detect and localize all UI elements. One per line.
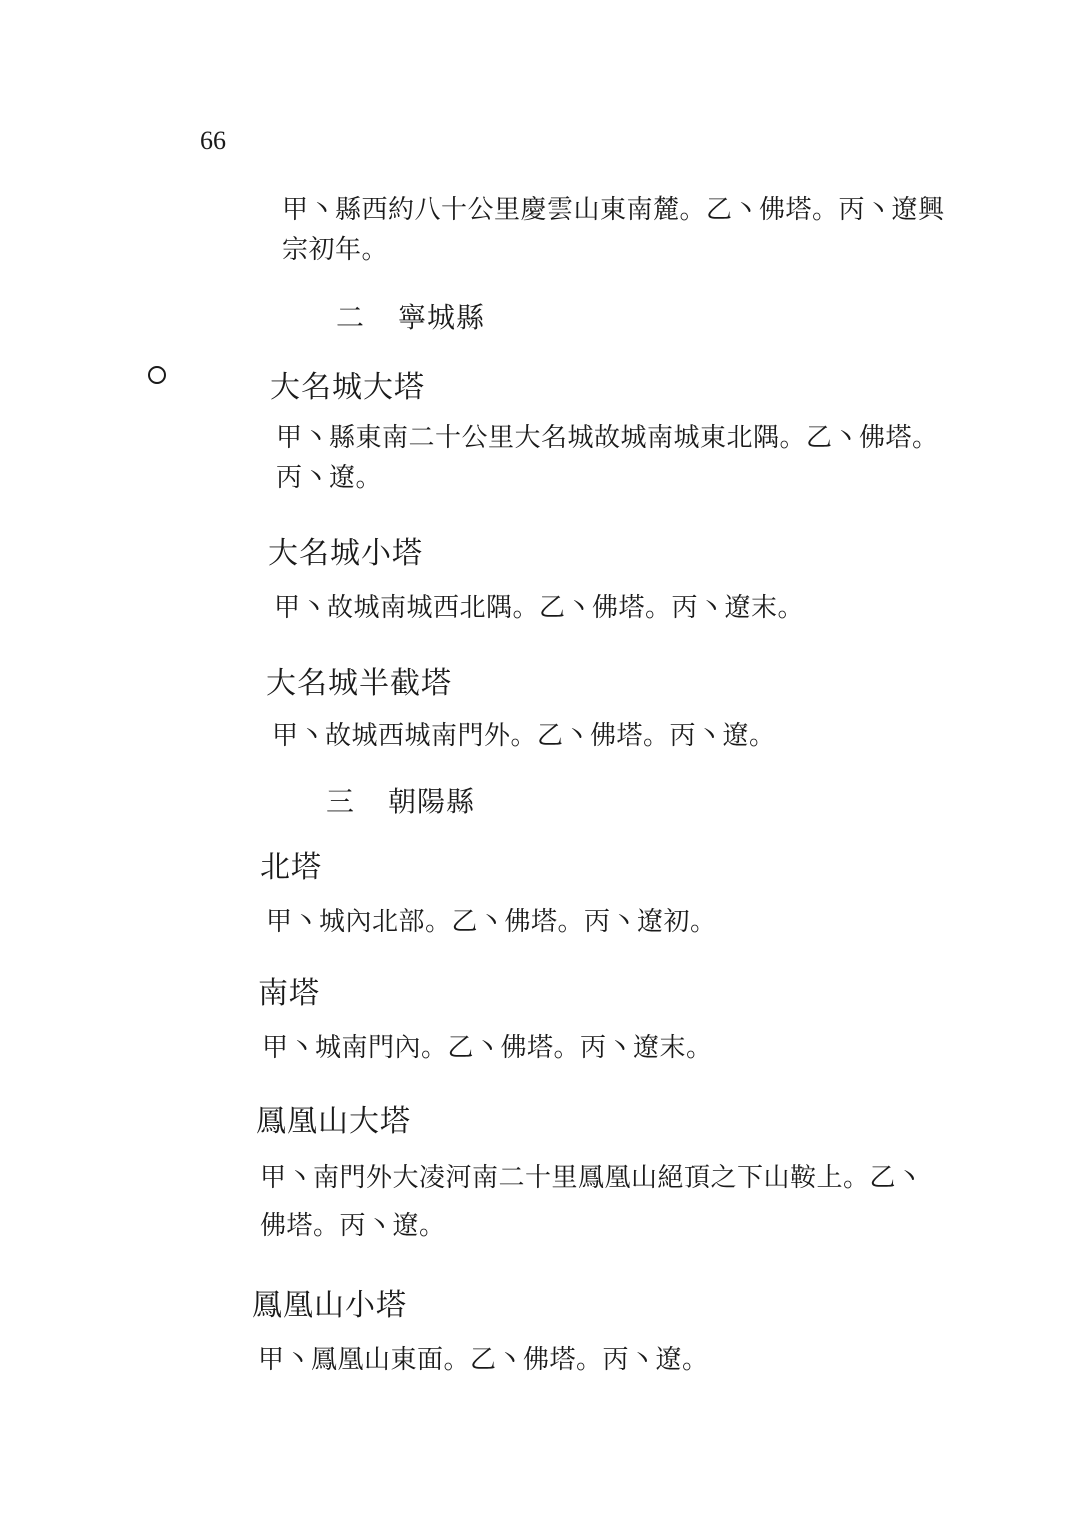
entry-heading: 大名城大塔 <box>270 370 425 405</box>
entry-text: 甲丶故城南城西北隅。乙丶佛塔。丙丶遼末。 <box>274 593 805 623</box>
entry-heading: 南塔 <box>258 976 320 1011</box>
entry-heading: 鳳凰山大塔 <box>256 1104 411 1139</box>
entry-text: 甲丶縣東南二十公里大名城故城南城東北隅。乙丶佛塔。 <box>276 423 939 453</box>
entry-heading: 北塔 <box>260 850 322 885</box>
section-heading-ningcheng <box>336 296 485 336</box>
margin-circle-mark <box>148 366 166 384</box>
section-heading-chaoyang <box>326 780 475 820</box>
entry-text: 甲丶南門外大凌河南二十里鳳凰山絕頂之下山鞍上。乙丶 <box>260 1163 923 1193</box>
section-number: 二 <box>336 301 366 334</box>
section-title: 朝陽縣 <box>388 785 476 818</box>
entry-text: 甲丶城內北部。乙丶佛塔。丙丶遼初。 <box>266 907 717 937</box>
section-number: 三 <box>326 785 356 818</box>
entry-text: 甲丶故城西城南門外。乙丶佛塔。丙丶遼。 <box>272 721 776 751</box>
intro-line-2: 宗初年。 <box>282 235 389 265</box>
entry-text: 甲丶鳳凰山東面。乙丶佛塔。丙丶遼。 <box>258 1345 709 1375</box>
page-number: 66 <box>200 126 226 155</box>
entry-heading: 鳳凰山小塔 <box>252 1288 407 1323</box>
section-title: 寧城縣 <box>398 301 486 334</box>
intro-line-1: 甲丶縣西約八十公里慶雲山東南麓。乙丶佛塔。丙丶遼興 <box>282 195 945 225</box>
entry-heading: 大名城半截塔 <box>266 666 452 701</box>
entry-text: 丙丶遼。 <box>276 463 383 493</box>
entry-heading: 大名城小塔 <box>268 536 423 571</box>
entry-text: 佛塔。丙丶遼。 <box>260 1211 446 1241</box>
entry-text: 甲丶城南門內。乙丶佛塔。丙丶遼末。 <box>262 1033 713 1063</box>
